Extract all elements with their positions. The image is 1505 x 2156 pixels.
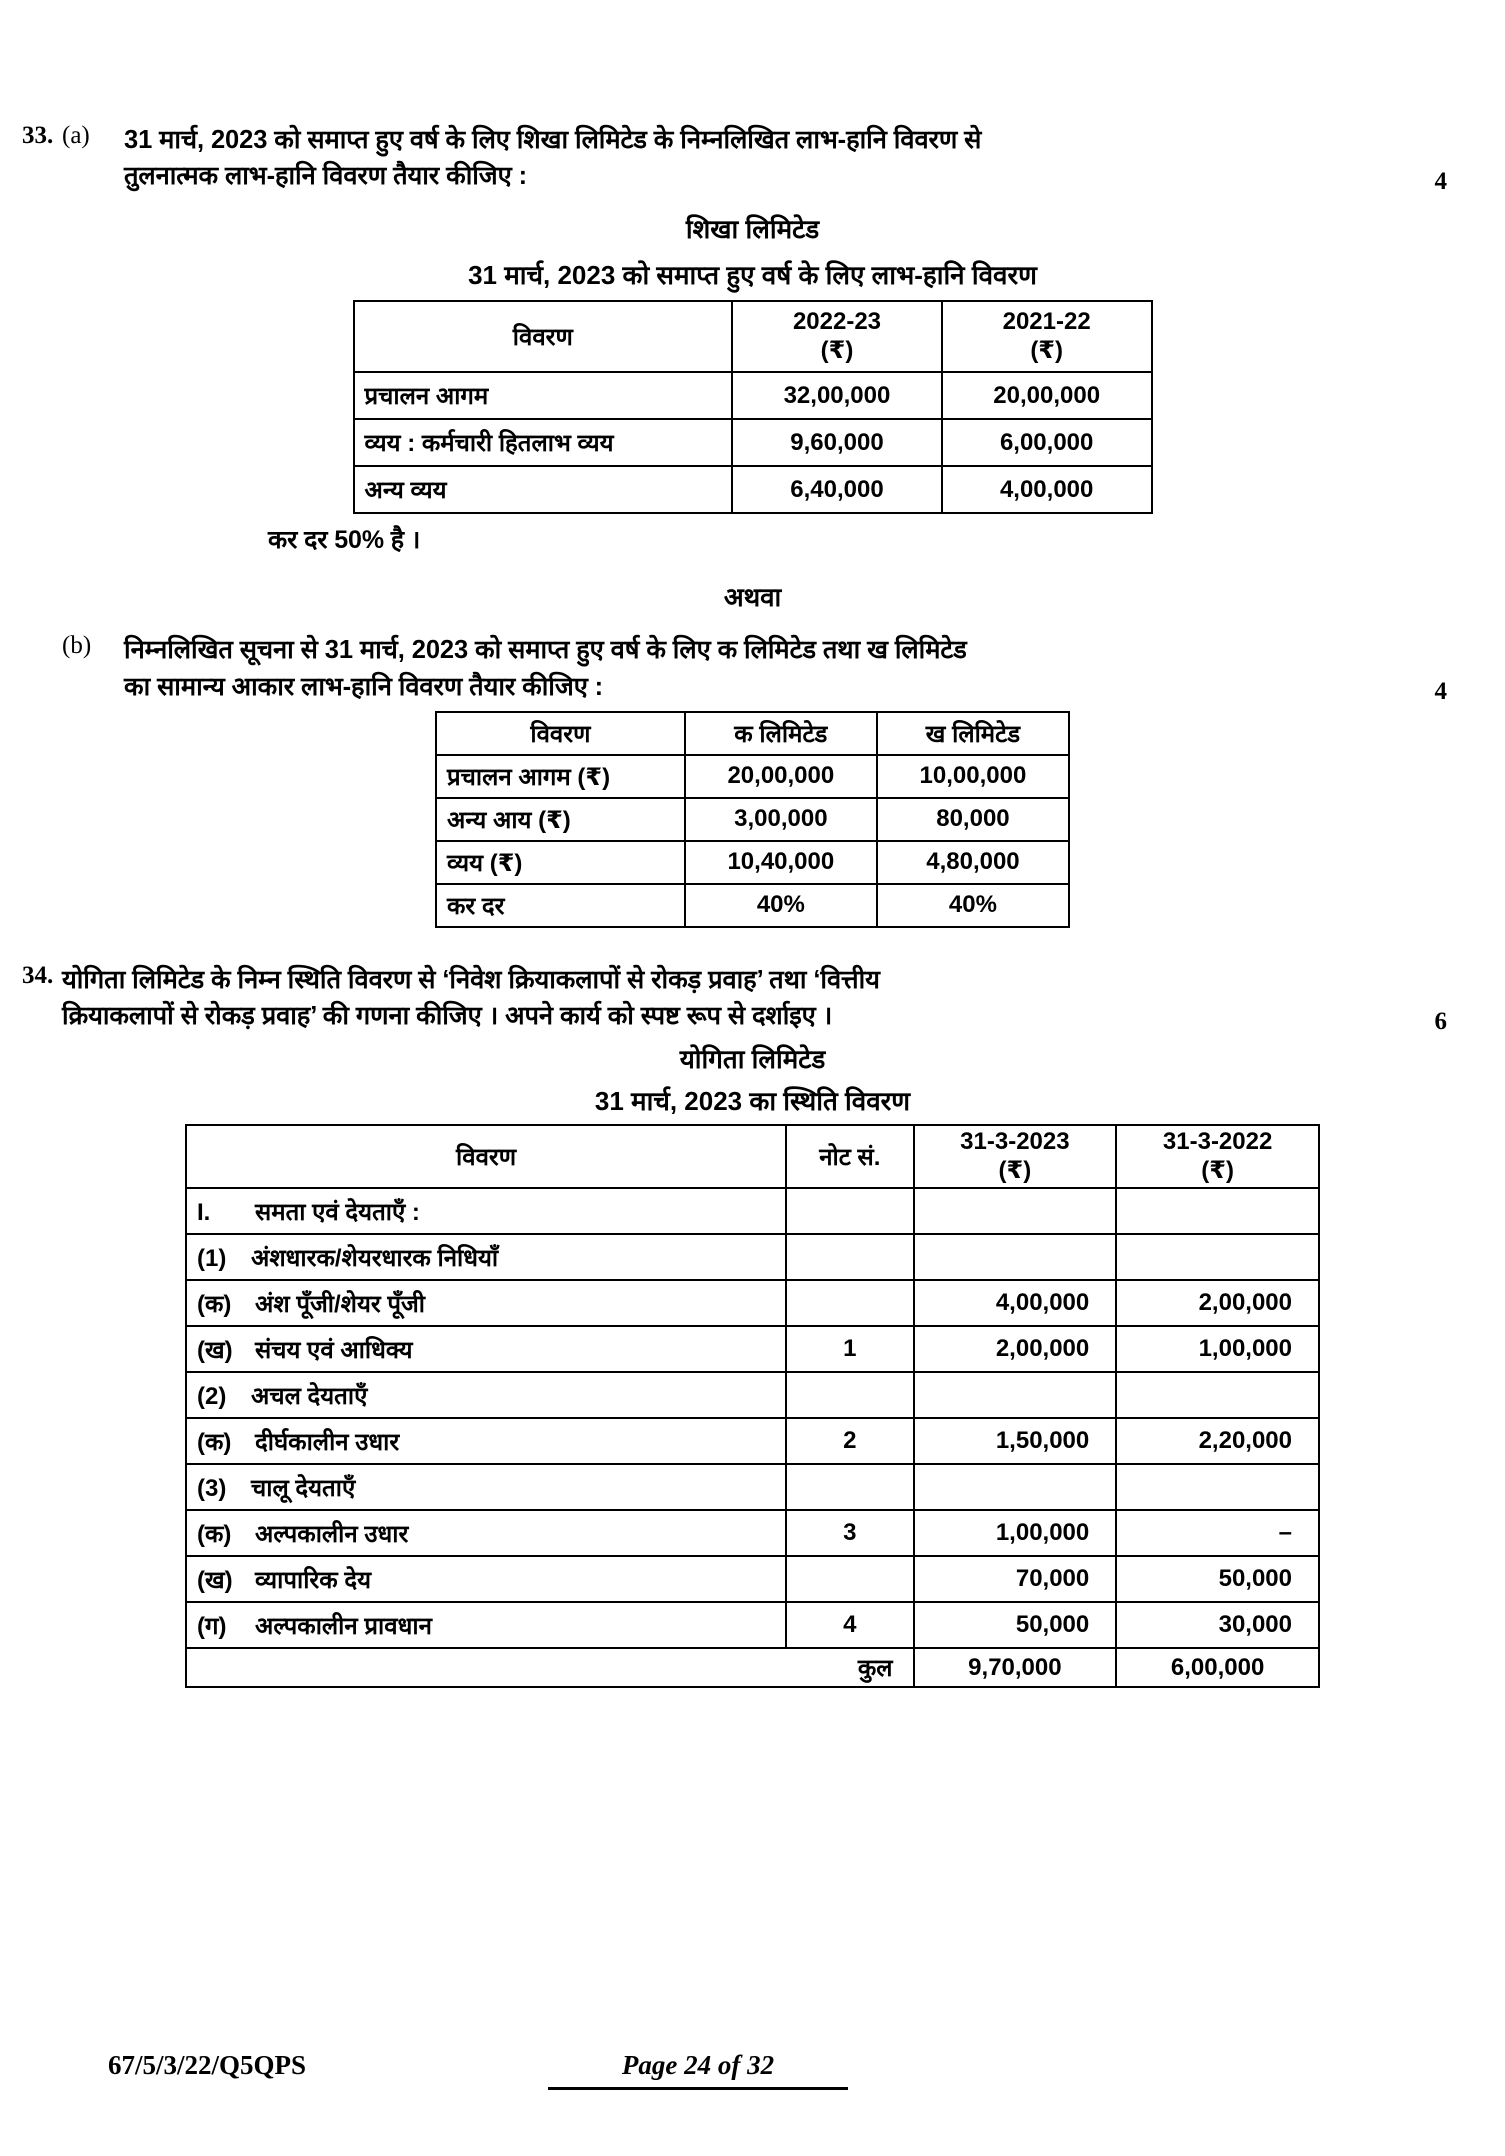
table3-r6-note — [786, 1464, 913, 1510]
table3-r1-v1 — [914, 1234, 1117, 1280]
table3-r5-v2: 2,20,000 — [1116, 1418, 1319, 1464]
table1-r0-v1: 32,00,000 — [732, 372, 942, 419]
table3-total-row — [186, 1648, 1319, 1687]
comparative-statement-table — [353, 300, 1153, 514]
table-row — [354, 372, 1152, 419]
question-33-number: 33. — [22, 122, 54, 149]
table3-header-date1-label: 31-3-2023 — [960, 1128, 1070, 1156]
table-row — [186, 1464, 1319, 1510]
question-33-part-b-line2: का सामान्य आकार लाभ-हानि विवरण तैयार कीजिए : — [124, 672, 604, 701]
question-33-part-b — [0, 632, 1505, 704]
table3-header-date2-label: 31-3-2022 — [1162, 1128, 1273, 1156]
table3-r7-label: अल्पकालीन उधार — [255, 1520, 409, 1548]
table3-r7-note: 3 — [786, 1510, 913, 1556]
table3-r1-v2 — [1116, 1234, 1319, 1280]
table1-r2-v2: 4,00,000 — [942, 466, 1152, 513]
page-footer — [0, 2050, 1505, 2090]
tax-rate-note: कर दर 50% है । — [268, 526, 421, 555]
balance-sheet-table — [185, 1124, 1320, 1688]
table3-r8-v2: 50,000 — [1116, 1556, 1319, 1602]
table2-r1-v2: 80,000 — [877, 798, 1069, 841]
question-33-part-a-body — [124, 122, 1505, 194]
table3-r1-marker: (1) — [197, 1244, 227, 1272]
table3-r8-marker: (ख) — [197, 1566, 233, 1594]
table3-r5-v1: 1,50,000 — [914, 1418, 1117, 1464]
table2-header-company-a: क लिमिटेड — [685, 712, 877, 755]
table3-r8-label: व्यापारिक देय — [255, 1566, 371, 1594]
table1-r2-v1: 6,40,000 — [732, 466, 942, 513]
table2-r2-v1: 10,40,000 — [685, 841, 877, 884]
table3-r7-v2: – — [1116, 1510, 1319, 1556]
table3-r6-label: चालू देयताएँ — [251, 1474, 356, 1502]
table3-r8-v1: 70,000 — [914, 1556, 1117, 1602]
table3-r6-v1 — [914, 1464, 1117, 1510]
question-33-part-b-body — [124, 632, 1505, 704]
table1-r0-v2: 20,00,000 — [942, 372, 1152, 419]
table3-header-particulars: विवरण — [186, 1125, 786, 1188]
question-34-line2: क्रियाकलापों से रोकड़ प्रवाह’ की गणना कीजिए । अपने कार्य को स्पष्ट रूप से दर्शाइए । — [62, 1002, 833, 1031]
table3-r3-note: 1 — [786, 1326, 913, 1372]
table-row — [436, 841, 1069, 884]
table1-header-particulars: विवरण — [354, 301, 733, 372]
table1-header-year2-currency: (₹) — [1030, 337, 1063, 365]
table1-header-year1 — [732, 301, 942, 372]
table3-r9-note: 4 — [786, 1602, 913, 1648]
table-header-row — [354, 301, 1152, 372]
table3-r7-v1: 1,00,000 — [914, 1510, 1117, 1556]
table3-r2-v2: 2,00,000 — [1116, 1280, 1319, 1326]
table-row — [186, 1234, 1319, 1280]
table3-r4-v1 — [914, 1372, 1117, 1418]
table3-r9-cell — [186, 1602, 786, 1648]
table1-title: शिखा लिमिटेड — [685, 214, 820, 245]
question-34-marks: 6 — [1434, 1007, 1447, 1035]
table3-r3-v2: 1,00,000 — [1116, 1326, 1319, 1372]
table3-r0-v1 — [914, 1188, 1117, 1234]
table3-title: योगिता लिमिटेड — [679, 1044, 826, 1075]
question-34-body — [62, 962, 1505, 1034]
table1-r0-label: प्रचालन आगम — [354, 372, 733, 419]
footer-paper-code: 67/5/3/22/Q5QPS — [108, 2050, 307, 2080]
table3-r8-cell — [186, 1556, 786, 1602]
table2-r3-v2: 40% — [877, 884, 1069, 927]
table3-r5-label: दीर्घकालीन उधार — [255, 1428, 400, 1456]
table3-r2-note — [786, 1280, 913, 1326]
table1-header-year2-label: 2021-22 — [1002, 308, 1091, 336]
table-row — [186, 1372, 1319, 1418]
table-row — [436, 798, 1069, 841]
table3-subtitle: 31 मार्च, 2023 का स्थिति विवरण — [594, 1086, 911, 1117]
table3-r2-cell — [186, 1280, 786, 1326]
table3-r5-marker: (क) — [197, 1428, 232, 1456]
table-row — [186, 1280, 1319, 1326]
table-row — [186, 1510, 1319, 1556]
table3-header-note-no: नोट सं. — [786, 1125, 913, 1188]
table2-r0-label: प्रचालन आगम (₹) — [436, 755, 685, 798]
table-row — [436, 884, 1069, 927]
table2-header-particulars: विवरण — [436, 712, 685, 755]
footer-page-number: Page 24 of 32 — [548, 2050, 848, 2090]
table3-r1-label: अंशधारक/शेयरधारक निधियाँ — [251, 1244, 499, 1272]
table3-r4-note — [786, 1372, 913, 1418]
table1-header-year1-currency: (₹) — [820, 337, 854, 365]
table2-r1-v1: 3,00,000 — [685, 798, 877, 841]
table1-header-year1-label: 2022-23 — [792, 308, 882, 336]
table-row — [186, 1418, 1319, 1464]
table3-r4-label: अचल देयताएँ — [251, 1382, 368, 1410]
table3-header-date2 — [1116, 1125, 1319, 1188]
table3-r9-v2: 30,000 — [1116, 1602, 1319, 1648]
table3-header-date1-currency: (₹) — [998, 1157, 1032, 1185]
question-34-line1: योगिता लिमिटेड के निम्न स्थिति विवरण से ‘निवेश क्रियाकलापों से रोकड़ प्रवाह’ तथा ‘वित्तीय — [62, 965, 880, 994]
table3-r1-note — [786, 1234, 913, 1280]
table3-r3-marker: (ख) — [197, 1336, 233, 1364]
question-33-part-b-label: (b) — [62, 632, 92, 660]
table2-r1-label: अन्य आय (₹) — [436, 798, 685, 841]
table3-total-v2: 6,00,000 — [1116, 1648, 1319, 1687]
table3-r9-marker: (ग) — [197, 1612, 227, 1640]
table-row — [186, 1188, 1319, 1234]
question-33-part-a-line2: तुलनात्मक लाभ-हानि विवरण तैयार कीजिए : — [124, 162, 528, 191]
table1-r2-label: अन्य व्यय — [354, 466, 733, 513]
table1-r1-v2: 6,00,000 — [942, 419, 1152, 466]
table1-subtitle: 31 मार्च, 2023 को समाप्त हुए वर्ष के लिए लाभ-हानि विवरण — [468, 260, 1037, 291]
table3-r2-v1: 4,00,000 — [914, 1280, 1117, 1326]
question-34-number: 34. — [22, 961, 54, 989]
table3-r0-marker: I. — [197, 1198, 211, 1226]
table3-r4-v2 — [1116, 1372, 1319, 1418]
question-33-part-b-line1: निम्नलिखित सूचना से 31 मार्च, 2023 को समाप्त हुए वर्ष के लिए क लिमिटेड तथा ख लिमिटेड — [124, 636, 967, 665]
table3-r6-marker: (3) — [197, 1474, 227, 1502]
question-33-part-a-line1: 31 मार्च, 2023 को समाप्त हुए वर्ष के लिए शिखा लिमिटेड के निम्नलिखित लाभ-हानि विवरण से — [124, 126, 982, 154]
table3-r6-v2 — [1116, 1464, 1319, 1510]
table3-r4-cell — [186, 1372, 786, 1418]
table3-r9-label: अल्पकालीन प्रावधान — [255, 1612, 432, 1640]
table3-r0-note — [786, 1188, 913, 1234]
table1-r1-label: व्यय : कर्मचारी हितलाभ व्यय — [354, 419, 733, 466]
table3-r2-marker: (क) — [197, 1290, 232, 1318]
table3-r0-cell — [186, 1188, 786, 1234]
or-separator: अथवा — [723, 582, 782, 613]
table2-r2-label: व्यय (₹) — [436, 841, 685, 884]
table2-r3-v1: 40% — [685, 884, 877, 927]
question-33-part-b-marks: 4 — [1434, 678, 1447, 706]
table3-header-date2-currency: (₹) — [1201, 1157, 1234, 1185]
table3-r5-note: 2 — [786, 1418, 913, 1464]
table-header-row — [436, 712, 1069, 755]
table3-r8-note — [786, 1556, 913, 1602]
table3-r6-cell — [186, 1464, 786, 1510]
question-34 — [0, 962, 1505, 1034]
table1-header-year2 — [942, 301, 1152, 372]
table3-r0-label: समता एवं देयताएँ : — [255, 1198, 420, 1226]
table-row — [186, 1556, 1319, 1602]
table3-r0-v2 — [1116, 1188, 1319, 1234]
table-row — [186, 1326, 1319, 1372]
table3-r3-cell — [186, 1326, 786, 1372]
table3-r4-marker: (2) — [197, 1382, 227, 1410]
question-33 — [0, 122, 1505, 194]
question-33-part-a-marks: 4 — [1434, 168, 1447, 195]
table2-r2-v2: 4,80,000 — [877, 841, 1069, 884]
table3-r9-v1: 50,000 — [914, 1602, 1117, 1648]
table3-total-label: कुल — [186, 1648, 914, 1687]
table3-r7-marker: (क) — [197, 1520, 232, 1548]
question-33-part-a-label: (a) — [62, 122, 90, 149]
common-size-statement-table — [435, 711, 1070, 928]
table3-header-date1 — [914, 1125, 1117, 1188]
table-row — [354, 466, 1152, 513]
table1-r1-v1: 9,60,000 — [732, 419, 942, 466]
table2-header-company-b: ख लिमिटेड — [877, 712, 1069, 755]
table-header-row — [186, 1125, 1319, 1188]
table2-r0-v1: 20,00,000 — [685, 755, 877, 798]
table2-r3-label: कर दर — [436, 884, 685, 927]
table3-r5-cell — [186, 1418, 786, 1464]
table3-r3-label: संचय एवं आधिक्य — [255, 1336, 413, 1364]
table-row — [186, 1602, 1319, 1648]
table3-r1-cell — [186, 1234, 786, 1280]
table3-r2-label: अंश पूँजी/शेयर पूँजी — [255, 1290, 426, 1318]
table-row — [436, 755, 1069, 798]
exam-page — [0, 122, 1505, 2156]
table-row — [354, 419, 1152, 466]
table3-r7-cell — [186, 1510, 786, 1556]
table3-r3-v1: 2,00,000 — [914, 1326, 1117, 1372]
table3-total-v1: 9,70,000 — [914, 1648, 1117, 1687]
table2-r0-v2: 10,00,000 — [877, 755, 1069, 798]
